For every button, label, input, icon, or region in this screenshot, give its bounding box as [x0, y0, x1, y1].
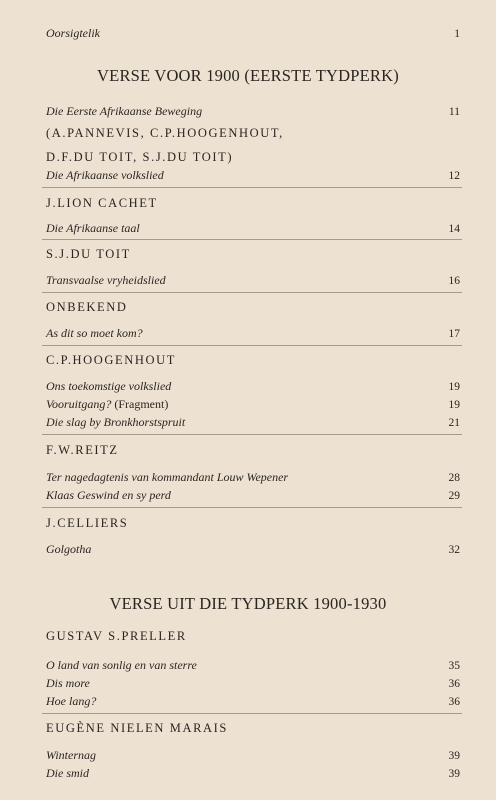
section-heading: VERSE VOOR 1900 (EERSTE TYDPERK): [97, 66, 399, 85]
entry-title: Die slag by Bronkhorstspruit: [46, 415, 186, 429]
entry-title: Die smid: [46, 766, 89, 780]
divider: [42, 434, 462, 435]
toc-entry: [46, 26, 460, 41]
toc-entry: [46, 221, 460, 236]
page-number: 19: [448, 399, 460, 411]
page-number: 17: [448, 328, 460, 340]
page-number: 39: [448, 768, 460, 780]
author-name: J.CELLIERS: [46, 516, 129, 530]
page-number: 39: [448, 750, 460, 762]
author-group-line: D.F.DU TOIT, S.J.DU TOIT): [46, 150, 234, 164]
entry-title: Golgotha: [46, 542, 92, 556]
page-number: 11: [448, 106, 460, 118]
entry-title: Die Afrikaanse taal: [46, 221, 140, 235]
page-number: 21: [448, 417, 460, 429]
toc-entry: [46, 694, 460, 709]
entry-title-text: Vooruitgang?: [46, 397, 112, 411]
toc-entry: [46, 542, 460, 557]
page-number: 1: [454, 28, 460, 40]
toc-entry: [46, 326, 460, 341]
page-number: 32: [448, 544, 460, 556]
toc-entry: [46, 658, 460, 673]
toc-entry: [46, 470, 460, 485]
toc-entry: [46, 748, 460, 763]
entry-title: Ons toekomstige volkslied: [46, 379, 172, 393]
entry-title: Klaas Geswind en sy perd: [46, 488, 171, 502]
toc-entry: [46, 766, 460, 781]
entry-title: Winternag: [46, 748, 96, 762]
divider: [42, 713, 462, 714]
entry-title: [46, 397, 168, 412]
toc-entry: [46, 168, 460, 183]
divider: [42, 507, 462, 508]
toc-entry: [46, 415, 460, 430]
author-name: ONBEKEND: [46, 300, 128, 314]
toc-entry: [46, 676, 460, 691]
entry-title-suffix: (Fragment): [111, 397, 169, 411]
page-number: 12: [448, 170, 460, 182]
author-name: EUGÈNE NIELEN MARAIS: [46, 721, 228, 735]
author-name: F.W.REITZ: [46, 443, 119, 457]
entry-title: Dis more: [46, 676, 90, 690]
entry-title: Ter nagedagtenis van kommandant Louw Wepener: [46, 470, 289, 484]
page-number: 28: [448, 472, 460, 484]
entry-title: O land van sonlig en van sterre: [46, 658, 197, 672]
toc-entry: [46, 397, 460, 412]
divider: [42, 187, 462, 188]
divider: [42, 239, 462, 240]
author-name: GUSTAV S.PRELLER: [46, 629, 187, 643]
page-number: 14: [448, 223, 460, 235]
entry-title: As dit so moet kom?: [46, 326, 143, 340]
author-name: S.J.DU TOIT: [46, 247, 131, 261]
entry-title: Transvaalse vryheidslied: [46, 273, 166, 287]
section-heading: VERSE UIT DIE TYDPERK 1900-1930: [109, 594, 387, 613]
toc-entry: [46, 488, 460, 503]
entry-title: Oorsigtelik: [46, 26, 100, 40]
divider: [42, 292, 462, 293]
toc-entry: [46, 273, 460, 288]
page-number: 36: [448, 678, 460, 690]
page-number: 36: [448, 696, 460, 708]
page-number: 16: [448, 275, 460, 287]
toc-entry: [46, 104, 460, 119]
author-name: C.P.HOOGENHOUT: [46, 353, 177, 367]
page-number: 19: [448, 381, 460, 393]
entry-title: Hoe lang?: [46, 694, 97, 708]
page-number: 35: [448, 660, 460, 672]
divider: [42, 345, 462, 346]
entry-title: Die Eerste Afrikaanse Beweging: [46, 104, 203, 118]
author-group-line: (A.PANNEVIS, C.P.HOOGENHOUT,: [46, 126, 284, 140]
page-number: 29: [448, 490, 460, 502]
toc-entry: [46, 379, 460, 394]
author-name: J.LION CACHET: [46, 196, 158, 210]
entry-title: Die Afrikaanse volkslied: [46, 168, 164, 182]
